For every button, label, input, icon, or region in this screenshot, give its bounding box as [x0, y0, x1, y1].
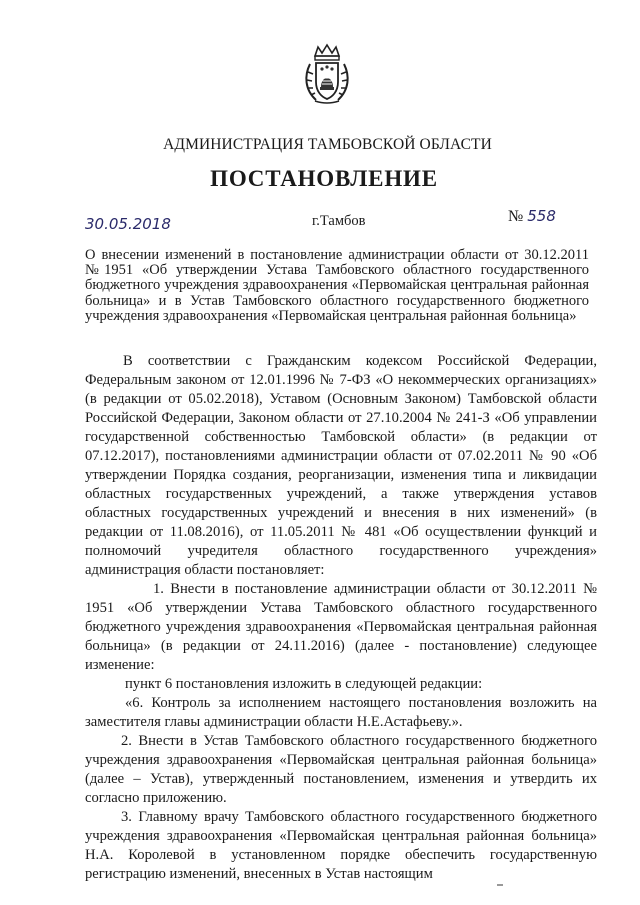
- item-3-paragraph: 3. Главному врачу Тамбовского областного государственного бюджетного учреждения здравоохранения «Первомайская центральная районная больница» Н.А. Королевой в установленном порядке обеспечить государственную регистрацию изменений, внесенных в Устав настоящим: [85, 809, 597, 882]
- scan-mark: [497, 884, 503, 886]
- number-value: 558: [527, 207, 556, 225]
- document-subject: О внесении изменений в постановление администрации области от 30.12.2011 №1951 «Об утверждении Устава Тамбовского областного государственного бюджетного учреждения здравоохранения «Первомайская центральная районная больница» и в Устав Тамбовского областного государственного бюджетного учреждения здравоохранения «Первомайская центральная районная больница»: [85, 247, 589, 324]
- organization-name: АДМИНИСТРАЦИЯ ТАМБОВСКОЙ ОБЛАСТИ: [163, 136, 492, 153]
- preamble-paragraph: В соответствии с Гражданским кодексом Российской Федерации, Федеральным законом от 12.01.1996 № 7-ФЗ «О некоммерческих организациях» (в редакции от 05.02.2018), Уставом (Основным Законом) Тамбовской области Российской Федерации, Законом области от 27.10.2004 № 241-З «Об управлении государственной собственностью Тамбовской области» (в редакции от 07.12.2017), постановлениями администрации области от 07.02.2011 № 90 «Об утверждении Порядка создания, реорганизации, изменения типа и ликвидации областных государственных учреждений, а также утверждения уставов областных государственных учреждений и внесения в них изменений» (в редакции от 11.08.2016), от 11.05.2011 № 481 «Об осуществлении функций и полномочий учредителя областного государственного учреждения» администрация области постановляет:: [85, 353, 597, 578]
- item-1-sub-paragraph: пункт 6 постановления изложить в следующей редакции:: [125, 676, 483, 692]
- item-1-paragraph: 1. Внести в постановление администрации области от 30.12.2011 № 1951 «Об утверждении Устава Тамбовского областного государственного бюджетного учреждения здравоохранения «Первомайская центральная районная больница» (в редакции от 24.11.2016) (далее - постановление) следующее изменение:: [85, 581, 597, 673]
- tambov-coat-of-arms-icon: [302, 42, 352, 106]
- document-body: [85, 352, 597, 884]
- document-city: г.Тамбов: [312, 213, 366, 229]
- document-number: [508, 207, 556, 226]
- document-type-title: ПОСТАНОВЛЕНИЕ: [210, 166, 438, 191]
- document-date: 30.05.2018: [85, 215, 171, 233]
- item-1-quote-paragraph: «6. Контроль за исполнением настоящего постановления возложить на заместителя главы администрации области Н.Е.Астафьеву.».: [85, 695, 597, 730]
- number-label: №: [508, 208, 524, 225]
- item-2-paragraph: 2. Внести в Устав Тамбовского областного государственного бюджетного учреждения здравоохранения «Первомайская центральная районная больница» (далее – Устав), утвержденный постановлением, изменения и утвердить их согласно приложению.: [85, 733, 597, 806]
